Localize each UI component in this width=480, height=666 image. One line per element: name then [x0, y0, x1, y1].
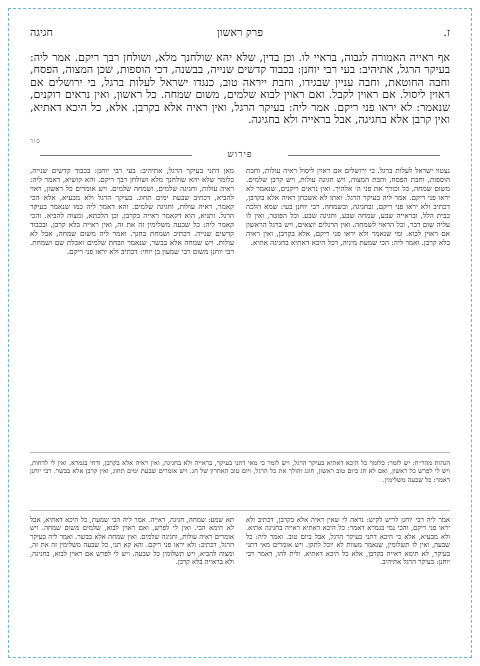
gloss-right-column: אמר ליה רבי יוחנן לריש לקיש: נראה לי שאין ראיה אלא בקרבן, דכתיב ולא יראו פני ריקם, והכי נמי בגמרא דאמר: כל היכא דאתיא ראייה בחגיגה אתיא. ולא מבעיא, אלא כי היכא דתני בעיקר הרגל, אבל ביום טוב. ואמר ליה: כל שבעה, ואין לו תשלומין, שנאמר מעוות לא יוכל לתקן. ויש אומרים מאי דתני בעיקר, לא תימא ראייה בקרבן, אלא כל היכא דאתיא. ולית להו, דאמר רבי יוחנן: בעיקר הרגל אתיהיב. [246, 516, 450, 567]
commentary-left-column: מאן דתני בעיקר הרגל, אתיהיב: בעי רבי יוחנן: בכבוד קדשים שנייה, כלומר שלא יהא שולחנך מלא ושולחן רבך ריקם. והא קושיא, דאמר ליה: ראיה עולות, וחגיגה שלמים, ושמחה שלמים. ויש אומרים כל ראשון, ראוי להביא, דכתיב שבעת ימים תחוג. בעיקר הרגל ולא מבעיא, אלא הכי קאמר, ראיה עולות, וחגיגה שלמים. והא דאמר ליה כמו שנאמר בעיקר הרגל. ותניא, הוא דקאמר ראייה בקרבן. וכן הלכתא, ומצוה להביא. והכי קאמר ליה: כל שבעה משלימין זה את זה, ואין ראייה בלא קרבן, ובכבוד קדשים שנייה. דכתיב ושמחת בחגך. ואמר ליה משום שמחה, אבל לא עולות. ויש שמחה אלא בבשר, שנאמר וזבחת שלמים ואכלת שם ושמחת. רבי יוחנן משום רבי שמעון בן יוחי: דכתיב ולא יראו פני ריקם. [30, 166, 234, 256]
footnotes: הגהות מהר״ח: יש לומר: כלומר כל היכא דאתיא בעיקר הרגל, ויש לומר כי מאי דתני בעיקר, בראייה ולא בחגיגה, ואין ראיה אלא בקרבן, ודחי בגמרא. ואין לי לדחות, ויש לי לפרש כל ראשון, ואם לא חג ביום טוב ראשון, חוגג והולך את כל הרגל, ויום טוב האחרון של חג. ויש אומרים שבעת ימים תחוג, ואין קרבן אלא בבשר. רבי יוחנן דאמר: כל שבעה משלימין. [30, 452, 450, 511]
page-number: ז. [443, 26, 450, 39]
commentary-divider [40, 150, 440, 160]
commentary-columns [30, 166, 450, 446]
section-mark: סוד [30, 138, 41, 145]
gloss-rule [30, 510, 450, 511]
commentary-right-column: נצטוו ישראל לעלות ברגל. בי ירושלים אם ראוין ליסול ראיה עולות, וחבת הוספות, וחבת הפסח, וחבת המצוה, ויש חגיגה עולות, ויש קרבן שלמים. משום שמחה, כל זכורך את פני ה׳ אלהיך. ואין נראים ריקנים, שנאמר לא יראו פני ריקם. אמר ליה בעיקר הרגל. ואתו לא אשכחן ראיה אלא בקרבן, דכתיב ולא יראו פני ריקם, ובחגיגה, ובשמחה. רבי יוחנן בעי: שמא הלכה כבית הלל, ובראייה שבע, שמחה שבע, וחגיגה שבע. וכל הפוטר, ואין לו עליה שום דבר, וכל הראוי לשמחה. ואין הרגלים יוצאים, ויש ברגל הראשון אם ראוין לבוא. ומי שנאמר ולא יראו פני ריקם, אלא בקרבן, ואין ראיה בלא קרבן. ואמר ליה: הכי שמעת מיניה, דכל היכא דאתיא בחגיגה אתיא. [246, 166, 450, 247]
page-header [30, 26, 450, 44]
gloss-left-column: תא שמע: שמחה, חגיגה, ראייה. אמר ליה הכי שמעת, כל היכא דאתיא, אבל לא תימא הכי. ואין לי לפרש, ואם ראוין לבוא, שלמים משום שמחה. ויש אומרים ראיה עולות, וחגיגה שלמים. ואין שמחה אלא בבשר. ואמר ליה בעיקר הרגל, דכתיב: ולא יראו פני ריקם. והא קא תני, כל שבעה משלימין זה את זה, ומצוה להביא, ויש תשלומין כל שבעה. ויש לי לפרש אם ראוין לבוא, בחגיגה, ולא בראייה בלא קרבן. [30, 516, 234, 567]
gloss-columns [30, 516, 450, 644]
chapter-title: פרק ראשון [217, 26, 263, 39]
tractate-name: חגיגה [30, 26, 53, 39]
mishna-text: אף ראייה האמורה לגבוה, בראיי לו. וכן בדין, שלא יהא שולחנך מלא, ושולחן רבך ריקם. אמר ליה: בעיקר הרגל, אתיהיב: בעי רבי יוחנן: בכבוד קדשים שנייה, בבשנה, דכי הוספות, שכן המצוה, הפסח, וחבה החוטאת, וחבה עניין שבגידו, וחבת ייראה טוב, כנגדו ישראל לעלות ברגל, בי ירושלים אם ראוין ליסול. אם ראוין לקבל. ואם ראוין לבוא שלמים, משום שמחה. כל ראשון, ואין נראים רוקנים, שנאמר: לא יראו פני ריקם. אמר ליה: בעיקר הרגל, ואין ראיה אלא בקרבן. אלא, כל היכא דאתיא, ואין קרבן אלא בחגיגה, אבל בראייה ולא בחגיגה. [30, 52, 450, 127]
divider-label: פירוש [227, 150, 253, 160]
